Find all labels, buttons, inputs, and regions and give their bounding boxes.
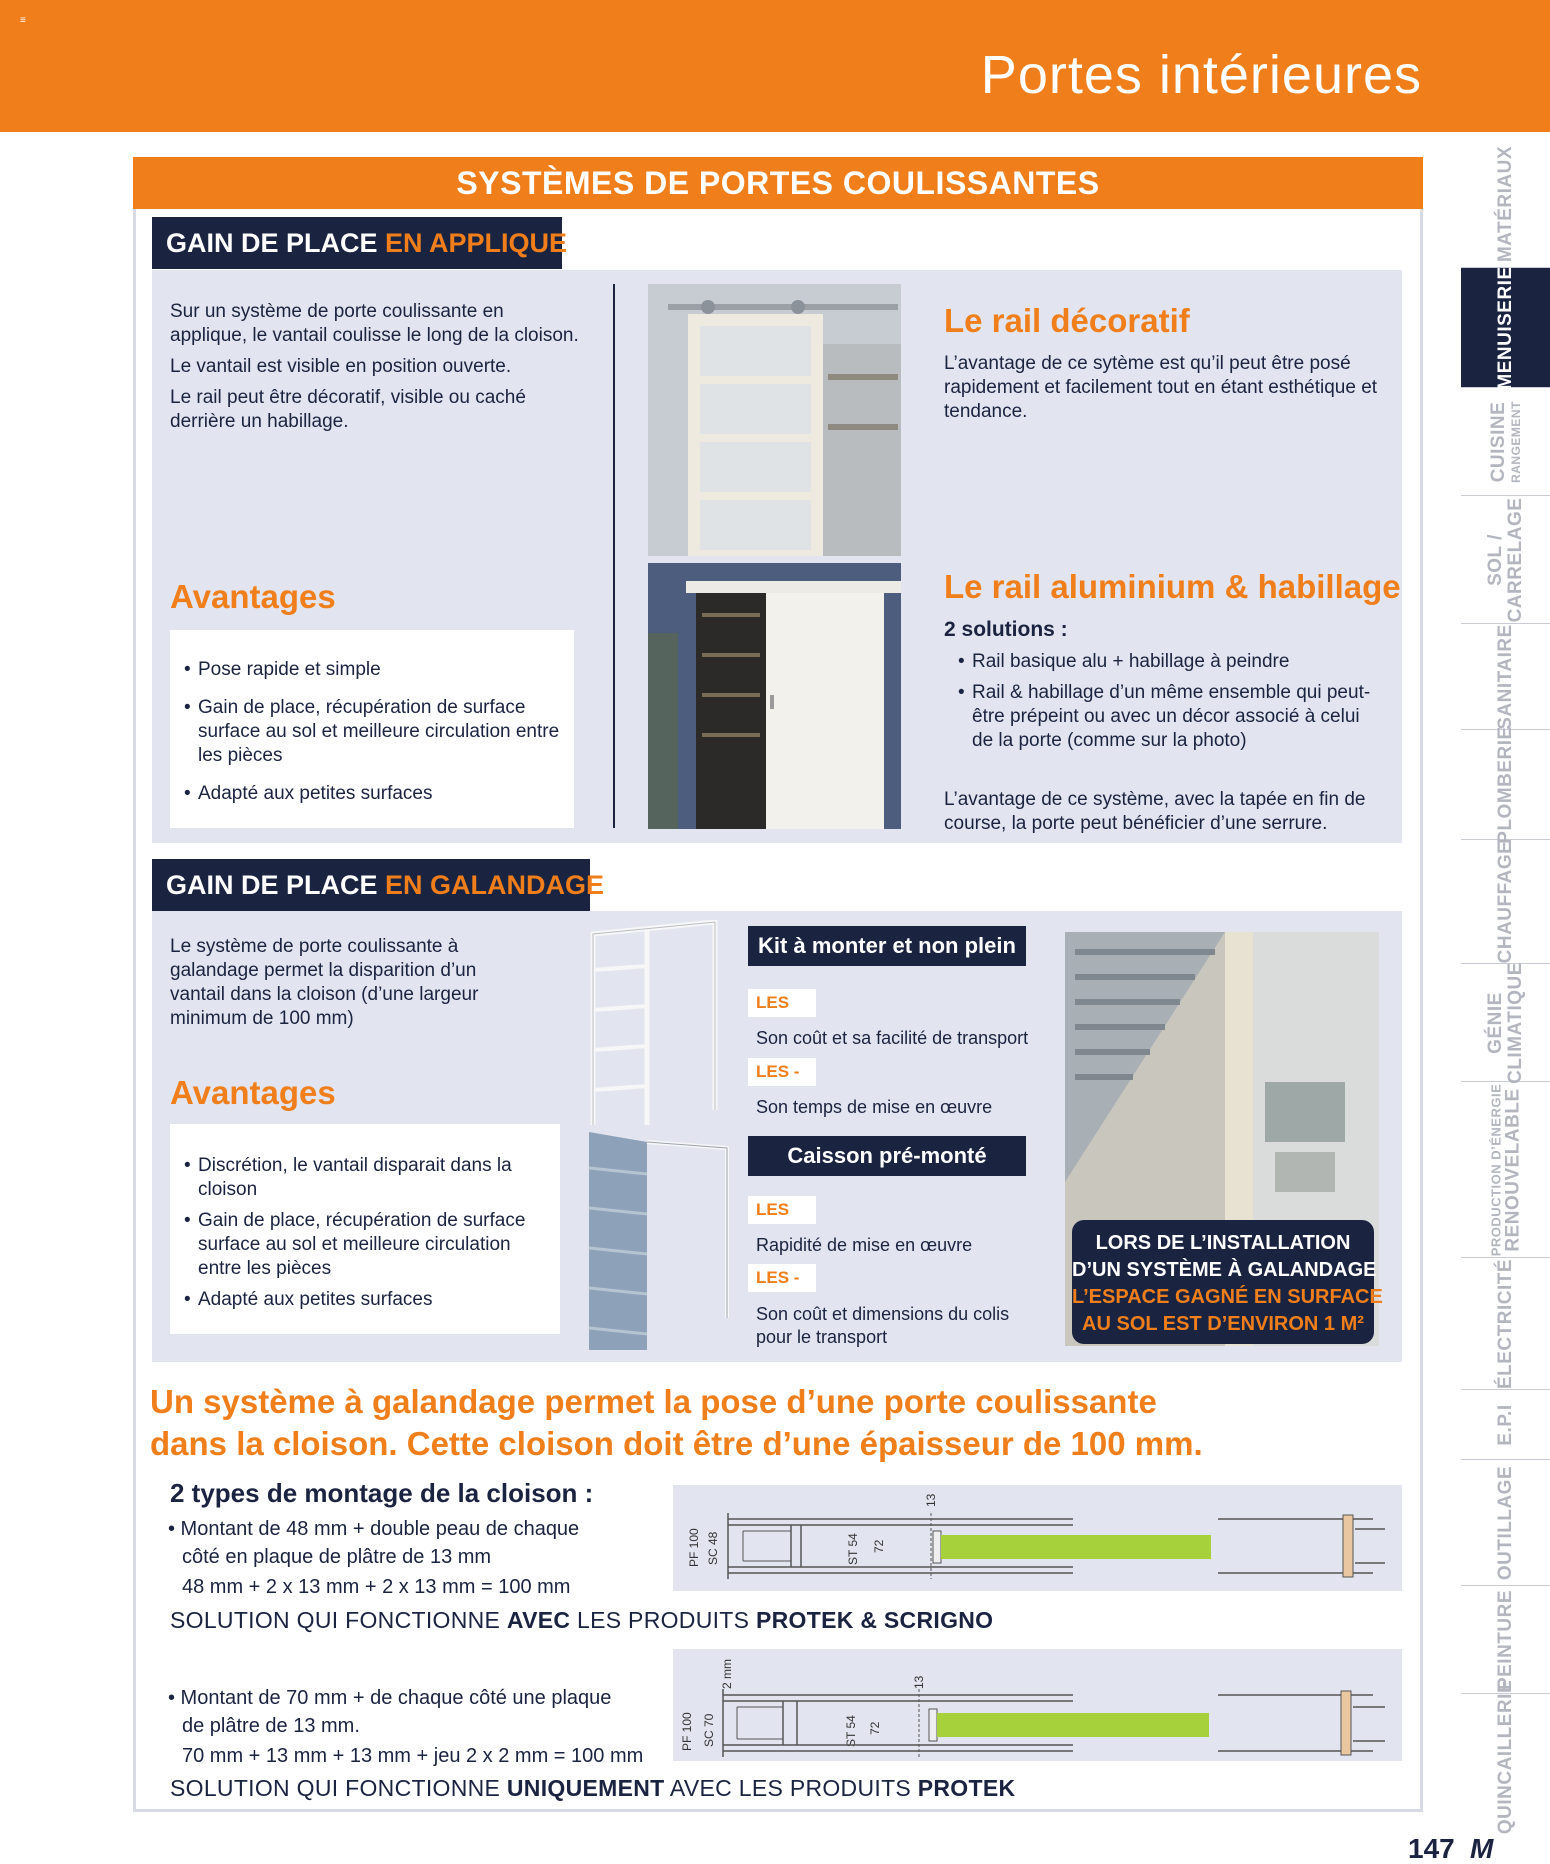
type1-solution-d: PROTEK & SCRIGNO xyxy=(755,1607,994,1633)
diagram2-13-label: 13 xyxy=(912,1675,926,1689)
type2-formula: 70 mm + 13 mm + 13 mm + jeu 2 x 2 mm = 100 mm xyxy=(182,1745,644,1767)
page-number: 147 xyxy=(1408,1833,1455,1864)
sidebar-tab-menuiserie-label xyxy=(1496,266,1516,389)
sidebar-tab-outillage-text: OUTILLAGE xyxy=(1494,1465,1516,1580)
sidebar-tab-sanitaire-label xyxy=(1496,624,1516,729)
sidebar-tab-cuisine-label xyxy=(1489,401,1523,483)
type2-solution-b: UNIQUEMENT xyxy=(506,1775,665,1801)
type2-solution xyxy=(170,1775,1015,1802)
diagram2-72-label: 72 xyxy=(868,1721,882,1735)
type1-solution-c: LES PRODUITS xyxy=(570,1607,756,1633)
sidebar-tab-energie-label xyxy=(1488,1083,1523,1256)
sidebar-tab-quincaillerie[interactable] xyxy=(1461,1679,1550,1835)
sidebar-tab-cuisine[interactable] xyxy=(1461,388,1550,496)
montage-title: 2 types de montage de la cloison : xyxy=(170,1478,594,1508)
decorative-rail-door-photo xyxy=(648,284,901,556)
statement-line-2: dans la cloison. Cette cloison doit être d’une épaisseur de 100 mm. xyxy=(150,1425,1203,1462)
sidebar-tab-electricite[interactable] xyxy=(1461,1258,1550,1390)
sidebar-tab-peinture-label xyxy=(1496,1589,1516,1689)
type2-solution-c: AVEC LES PRODUITS xyxy=(664,1775,918,1801)
kit-minus-badge: LES - xyxy=(748,1058,816,1086)
sidebar-tab-sol-label xyxy=(1486,497,1526,622)
sidebar-tab-plomberie-text: PLOMBERIE xyxy=(1494,725,1516,844)
kit-frame-illustration xyxy=(585,920,720,1125)
sidebar-tab-genie-sub: CLIMATIQUE xyxy=(1504,961,1526,1084)
callout-line-1: LORS DE L’INSTALLATION xyxy=(1095,1232,1351,1254)
sidebar-tab-sol-carrelage[interactable] xyxy=(1461,496,1550,624)
sidebar-tab-epi-text: E.P.I xyxy=(1494,1403,1516,1446)
galandage-callout xyxy=(1072,1220,1383,1344)
sidebar-tab-menuiserie[interactable] xyxy=(1461,265,1550,390)
sidebar-tab-sanitaire-text: SANITAIRE xyxy=(1494,623,1516,730)
diagram1-72-label: 72 xyxy=(872,1539,886,1553)
sidebar-tab-materiaux-text: MATÉRIAUX xyxy=(1494,145,1516,262)
applique-tab-accent: EN APPLIQUE xyxy=(385,228,568,258)
galandage-avantages-title: Avantages xyxy=(170,1074,336,1111)
caisson-drawing xyxy=(585,1128,730,1350)
diagram2-pf-label: PF 100 xyxy=(680,1712,694,1751)
callout-line-3: L’ESPACE GAGNÉ EN SURFACE xyxy=(1072,1286,1383,1308)
sidebar-tab-menuiserie-text: MENUISERIE xyxy=(1494,265,1516,390)
rail-decoratif-text: L’avantage de ce sytème est qu’il peut être posé rapidement et facilement tout en étant esthétique et tendance. xyxy=(944,353,1378,422)
applique-avantage-2: • Gain de place, récupération de surface surface au sol et meilleure circulation entre les pièces xyxy=(184,696,560,768)
sidebar-tab-electricite-label xyxy=(1496,1258,1516,1388)
cloison-diagram-1-drawing xyxy=(673,1485,1402,1591)
diagram2-st-label: ST 54 xyxy=(844,1715,858,1747)
sidebar-tab-plomberie-label xyxy=(1496,726,1516,843)
type1-formula: 48 mm + 2 x 13 mm + 2 x 13 mm = 100 mm xyxy=(182,1576,571,1598)
applique-avantages-title: Avantages xyxy=(170,578,336,615)
kit-plus-badge: LES xyxy=(748,989,816,1017)
galandage-tab-accent: EN GALANDAGE xyxy=(385,870,605,900)
montage-type2-text xyxy=(168,1684,643,1770)
menu-icon[interactable]: ≡ xyxy=(20,15,26,26)
sidebar-tab-energie-renouvelable[interactable] xyxy=(1461,1082,1550,1258)
sidebar-tab-sanitaire[interactable] xyxy=(1461,624,1550,730)
galandage-tab xyxy=(152,859,605,911)
rail-aluminium-text: L’avantage de ce système, avec la tapée en fin de course, la porte peut bénéficier d’une serrure. xyxy=(944,789,1366,834)
applique-tab-prefix: GAIN DE PLACE xyxy=(166,228,386,258)
callout-line-2: D’UN SYSTÈME À GALANDAGE xyxy=(1072,1259,1377,1281)
applique-avantage-3: • Adapté aux petites surfaces xyxy=(184,782,560,806)
type1-solution-b: AVEC xyxy=(506,1607,571,1633)
sidebar-tab-chauffage-text: CHAUFFAGE xyxy=(1494,840,1516,963)
applique-avantage-1: • Pose rapide et simple xyxy=(184,658,560,682)
decorative-rail-door-illustration xyxy=(648,284,901,556)
galandage-tab-prefix: GAIN DE PLACE xyxy=(166,870,386,900)
montage-type1-text xyxy=(168,1515,579,1601)
sidebar-tab-quincaillerie-label xyxy=(1496,1680,1516,1834)
rail-aluminium-solution-2: • Rail & habillage d’un même ensemble qui peut-être prépeint ou avec un décor associé à celui de la porte (comme sur la photo) xyxy=(958,681,1378,753)
galandage-avantage-2: • Gain de place, récupération de surface surface au sol et meilleure circulation entre les pièces xyxy=(184,1209,544,1281)
header-bar xyxy=(0,0,1550,132)
galandage-avantage-1: • Discrétion, le vantail disparait dans la cloison xyxy=(184,1154,544,1202)
cloison-diagram-2-drawing xyxy=(673,1649,1402,1761)
sidebar-tab-chauffage[interactable] xyxy=(1461,840,1550,964)
aluminium-rail-door-illustration xyxy=(648,563,901,829)
rail-aluminium-title: Le rail aluminium & habillage xyxy=(944,568,1401,605)
aluminium-rail-door-photo xyxy=(648,563,901,829)
type2-line-1: • Montant de 70 mm + de chaque côté une plaque xyxy=(168,1687,612,1709)
brand-logo: M xyxy=(1470,1833,1494,1864)
statement-line-1: Un système à galandage permet la pose d’une porte coulissante xyxy=(150,1383,1157,1420)
sidebar-tab-quincaillerie-text: QUINCAILLERIE xyxy=(1494,1679,1516,1835)
sidebar-tab-cuisine-text: CUISINE xyxy=(1487,401,1509,482)
type2-line-2: de plâtre de 13 mm. xyxy=(182,1715,360,1737)
diagram1-st-label: ST 54 xyxy=(846,1533,860,1565)
callout-line-4: AU SOL EST D’ENVIRON 1 M² xyxy=(1082,1313,1364,1335)
caisson-minus-text: Son coût et dimensions du colis pour le transport xyxy=(756,1304,1010,1347)
caisson-label: Caisson pré-monté xyxy=(748,1136,1026,1176)
diagram2-sc-label: SC 70 xyxy=(702,1713,716,1747)
sidebar-tab-outillage[interactable] xyxy=(1461,1460,1550,1586)
kit-plus-text: Son coût et sa facilité de transport xyxy=(756,1028,1029,1048)
sidebar-tab-materiaux-label xyxy=(1496,145,1516,261)
applique-tab xyxy=(152,217,568,269)
diagram2-2mm-label: 2 mm xyxy=(720,1659,734,1689)
applique-avantages-box xyxy=(170,630,574,828)
cloison-diagram-1 xyxy=(673,1485,1402,1591)
sidebar-tab-energie-sub: RENOUVELABLE xyxy=(1502,1087,1523,1252)
sidebar-tab-chauffage-label xyxy=(1496,840,1516,963)
sidebar-tab-electricite-text: ÉLECTRICITÉ xyxy=(1494,1258,1516,1389)
sidebar-tab-cuisine-sub: RANGEMENT xyxy=(1508,400,1523,483)
type1-solution-a: SOLUTION QUI FONCTIONNE xyxy=(170,1607,507,1633)
diagram1-13-label: 13 xyxy=(924,1493,938,1507)
sidebar-tab-genie-label xyxy=(1486,962,1526,1084)
diagram1-sc-label: SC 48 xyxy=(706,1531,720,1565)
section-title: SYSTÈMES DE PORTES COULISSANTES xyxy=(133,157,1423,209)
applique-intro xyxy=(170,300,580,441)
sidebar-tab-epi-label xyxy=(1496,1404,1516,1445)
sidebar-tab-energie-text: PRODUCTION D’ÉNERGIE xyxy=(1488,1083,1503,1256)
caisson-minus-badge: LES - xyxy=(748,1264,816,1292)
rail-aluminium-solutions-label: 2 solutions : xyxy=(944,618,1068,641)
applique-intro-1: Sur un système de porte coulissante en applique, le vantail coulisse le long de la cloison. xyxy=(170,301,579,346)
caisson-plus-badge: LES xyxy=(748,1196,816,1224)
rail-aluminium-solution-1: • Rail basique alu + habillage à peindre xyxy=(958,650,1378,674)
sidebar-tab-peinture[interactable] xyxy=(1461,1586,1550,1694)
sidebar-tab-outillage-label xyxy=(1496,1465,1516,1579)
caisson-illustration xyxy=(585,1128,730,1350)
sidebar-tab-genie-climatique[interactable] xyxy=(1461,961,1550,1084)
kit-frame-drawing xyxy=(585,920,720,1125)
page-title: Portes intérieures xyxy=(980,45,1422,105)
type2-solution-d: PROTEK xyxy=(917,1775,1016,1801)
type1-line-2: côté en plaque de plâtre de 13 mm xyxy=(182,1546,492,1568)
sidebar-tab-peinture-text: PEINTURE xyxy=(1494,1589,1516,1690)
sidebar-tab-sol-text: SOL / xyxy=(1484,533,1506,586)
sidebar-tab-genie-text: GÉNIE xyxy=(1484,991,1506,1054)
type1-solution xyxy=(170,1607,993,1634)
type1-line-1: • Montant de 48 mm + double peau de chaque xyxy=(168,1518,580,1540)
applique-intro-3: Le rail peut être décoratif, visible ou caché derrière un habillage. xyxy=(170,387,526,432)
caisson-plus-text: Rapidité de mise en œuvre xyxy=(756,1235,973,1255)
rail-decoratif-title: Le rail décoratif xyxy=(944,302,1190,339)
galandage-intro: Le système de porte coulissante à galandage permet la disparition d’un vantail dans la cloison (d’une largeur minimum de 100 mm) xyxy=(170,936,479,1029)
galandage-avantage-3: • Adapté aux petites surfaces xyxy=(184,1288,544,1312)
sidebar-tab-sol-sub: CARRELAGE xyxy=(1504,497,1526,622)
sidebar-tab-epi[interactable] xyxy=(1461,1390,1550,1460)
galandage-statement xyxy=(150,1381,1203,1465)
diagram1-pf-label: PF 100 xyxy=(687,1528,701,1567)
type2-solution-a: SOLUTION QUI FONCTIONNE xyxy=(170,1775,507,1801)
sidebar-tab-plomberie[interactable] xyxy=(1461,725,1550,844)
applique-divider xyxy=(613,284,615,828)
kit-minus-text: Son temps de mise en œuvre xyxy=(756,1097,993,1117)
applique-intro-2: Le vantail est visible en position ouverte. xyxy=(170,356,512,377)
kit-label: Kit à monter et non plein xyxy=(748,926,1026,966)
sidebar-tab-materiaux[interactable] xyxy=(1461,140,1550,268)
rail-aluminium-solutions xyxy=(958,650,1378,760)
galandage-avantages-box xyxy=(170,1124,560,1334)
cloison-diagram-2 xyxy=(673,1649,1402,1761)
